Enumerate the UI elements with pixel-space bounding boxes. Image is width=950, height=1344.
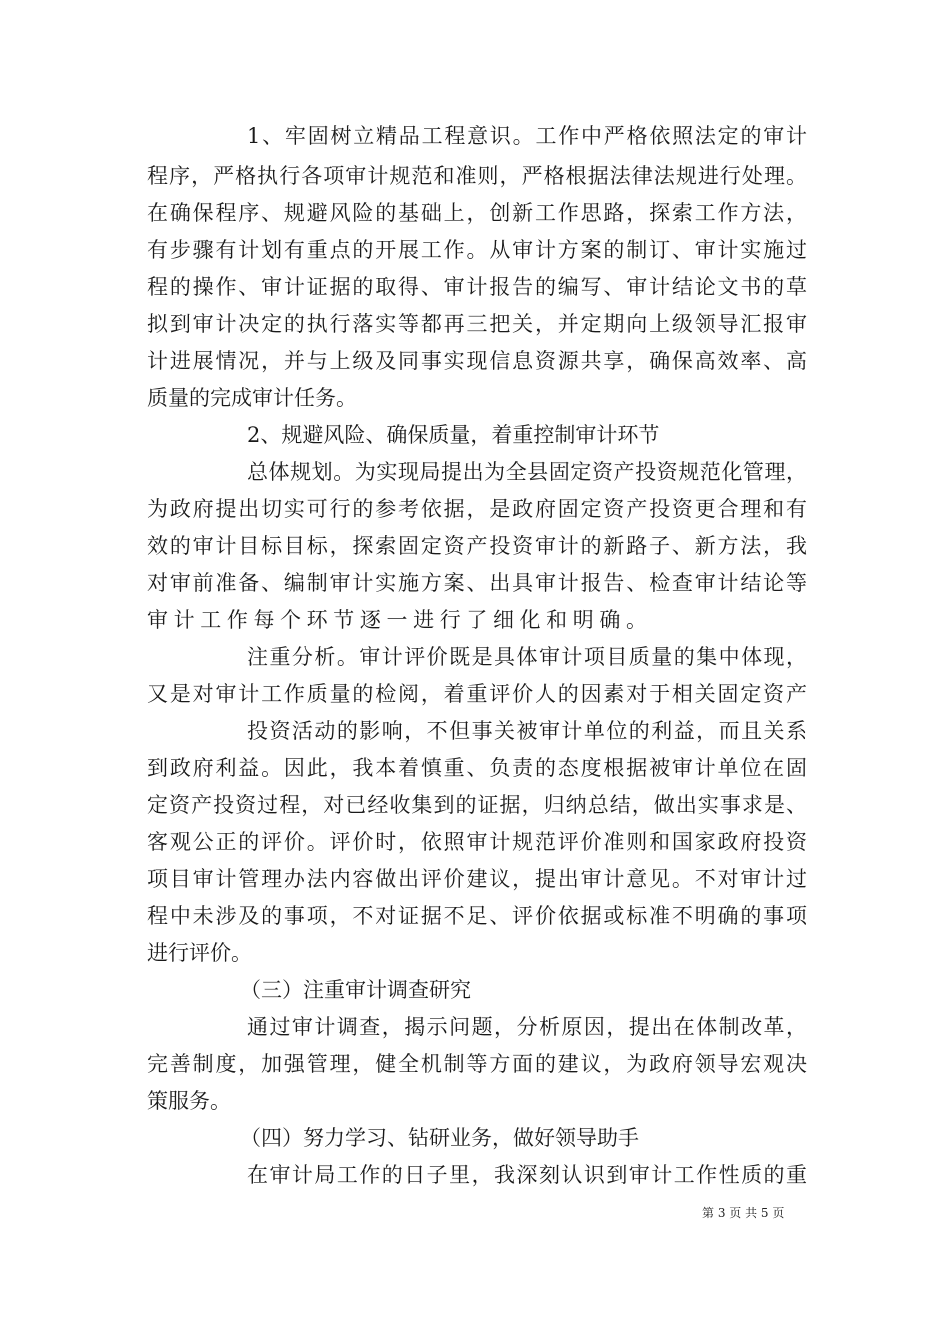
text-line: 程序，严格执行各项审计规范和准则，严格根据法律法规进行处理。 [147,164,809,188]
text-line: 效的审计目标目标，探索固定资产投资审计的新路子、新方法，我 [147,534,809,558]
section-heading: 2、规避风险、确保质量，着重控制审计环节 [247,423,660,447]
text-line: 对审前准备、编制审计实施方案、出具审计报告、检查审计结论等 [147,571,809,595]
text-line: 在审计局工作的日子里，我深刻认识到审计工作性质的重 [247,1163,809,1187]
text-line: 1、牢固树立精品工程意识。工作中严格依照法定的审计 [247,124,809,148]
text-line: 又是对审计工作质量的检阅，着重评价人的因素对于相关固定资产 [147,682,809,706]
text-line: 总体规划。为实现局提出为全县固定资产投资规范化管理， [247,460,808,484]
section-heading: （三）注重审计调查研究 [240,978,471,1002]
text-line: 计进展情况，并与上级及同事实现信息资源共享，确保高效率、高 [147,349,809,373]
text-line: 为政府提出切实可行的参考依据，是政府固定资产投资更合理和有 [147,497,809,521]
text-line: 通过审计调查，揭示问题，分析原因，提出在体制改革， [247,1015,809,1039]
text-line: 进行评价。 [147,941,252,965]
page-number-footer: 第 3 页 共 5 页 [702,1206,785,1220]
text-line: 到政府利益。因此，我本着慎重、负责的态度根据被审计单位在固 [147,756,809,780]
text-line: 有步骤有计划有重点的开展工作。从审计方案的制订、审计实施过 [147,238,809,262]
text-line: 质量的完成审计任务。 [147,386,357,410]
text-line: 程中未涉及的事项，不对证据不足、评价依据或标准不明确的事项 [147,904,809,928]
text-line: 客观公正的评价。评价时，依照审计规范评价准则和国家政府投资 [147,830,809,854]
text-line: 项目审计管理办法内容做出评价建议，提出审计意见。不对审计过 [147,867,809,891]
text-line: 拟到审计决定的执行落实等都再三把关，并定期向上级领导汇报审 [147,312,809,336]
text-line: 注重分析。审计评价既是具体审计项目质量的集中体现， [247,645,809,669]
text-line: 程的操作、审计证据的取得、审计报告的编写、审计结论文书的草 [147,275,809,299]
text-line: 完善制度，加强管理，健全机制等方面的建议，为政府领导宏观决 [147,1052,809,1076]
text-line: 审计工作每个环节逐一进行了细化和明确。 [147,608,653,632]
text-line: 定资产投资过程，对已经收集到的证据，归纳总结，做出实事求是、 [147,793,809,817]
section-heading: （四）努力学习、钻研业务，做好领导助手 [240,1126,639,1150]
text-line: 在确保程序、规避风险的基础上，创新工作思路，探索工作方法， [147,201,809,225]
text-line: 投资活动的影响，不但事关被审计单位的利益，而且关系 [247,719,809,743]
text-line: 策服务。 [147,1089,231,1113]
